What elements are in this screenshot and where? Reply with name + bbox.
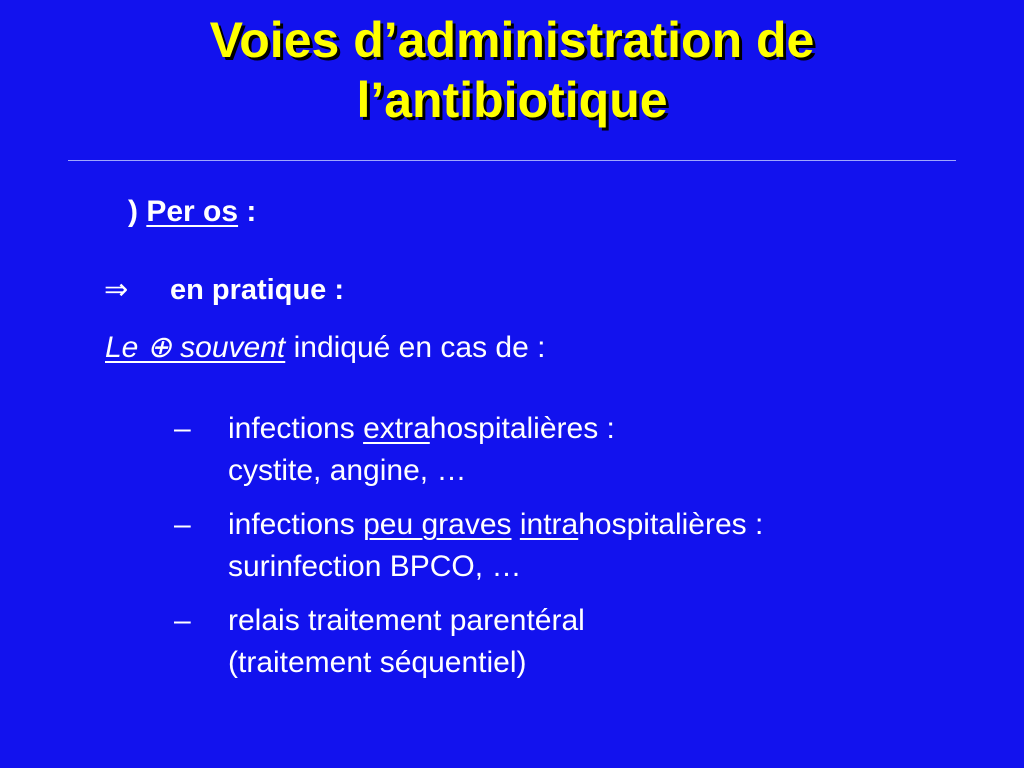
title-line-2: l’antibiotique: [356, 72, 668, 128]
lead-sentence: [105, 328, 545, 368]
lead-emphasis: Le ⊕ souvent: [105, 331, 286, 364]
bullet-line-2: cystite, angine, …: [228, 454, 467, 487]
bullet-line-1: relais traitement parentéral: [228, 604, 585, 637]
section-suffix: :: [246, 195, 257, 228]
bullet-underlined-text: extra: [363, 412, 430, 445]
lead-rest: indiqué en cas de :: [293, 331, 546, 364]
bullet-dash: –: [174, 412, 191, 445]
list-item: [166, 504, 986, 588]
bullet-list: [166, 408, 986, 696]
arrow-item-text: en pratique :: [170, 274, 345, 306]
bullet-underlined-text: intra: [519, 508, 579, 541]
section-label: Per os: [146, 195, 239, 228]
list-item: [166, 408, 986, 492]
bullet-text: infections: [228, 412, 364, 445]
bullet-text: hospitalières :: [429, 412, 615, 445]
title-divider: [68, 160, 956, 161]
list-item: [166, 600, 986, 684]
slide-title: [0, 10, 1024, 130]
bullet-line-2: surinfection BPCO, …: [228, 550, 522, 583]
bullet-text: infections: [228, 508, 364, 541]
bullet-text: [512, 508, 520, 541]
bullet-dash: –: [174, 604, 191, 637]
bullet-line-1: [228, 408, 986, 450]
arrow-item: [104, 270, 344, 310]
bullet-dash: –: [174, 508, 191, 541]
implies-arrow-icon: ⇒: [104, 274, 129, 306]
bullet-text: hospitalières :: [578, 508, 764, 541]
bullet-line-1: [228, 504, 986, 546]
section-prefix: ): [128, 195, 138, 228]
bullet-underlined-text: peu graves: [363, 508, 512, 541]
section-heading: [128, 192, 256, 232]
bullet-line-2: (traitement séquentiel): [228, 646, 527, 679]
title-line-1: Voies d’administration de: [209, 12, 815, 68]
